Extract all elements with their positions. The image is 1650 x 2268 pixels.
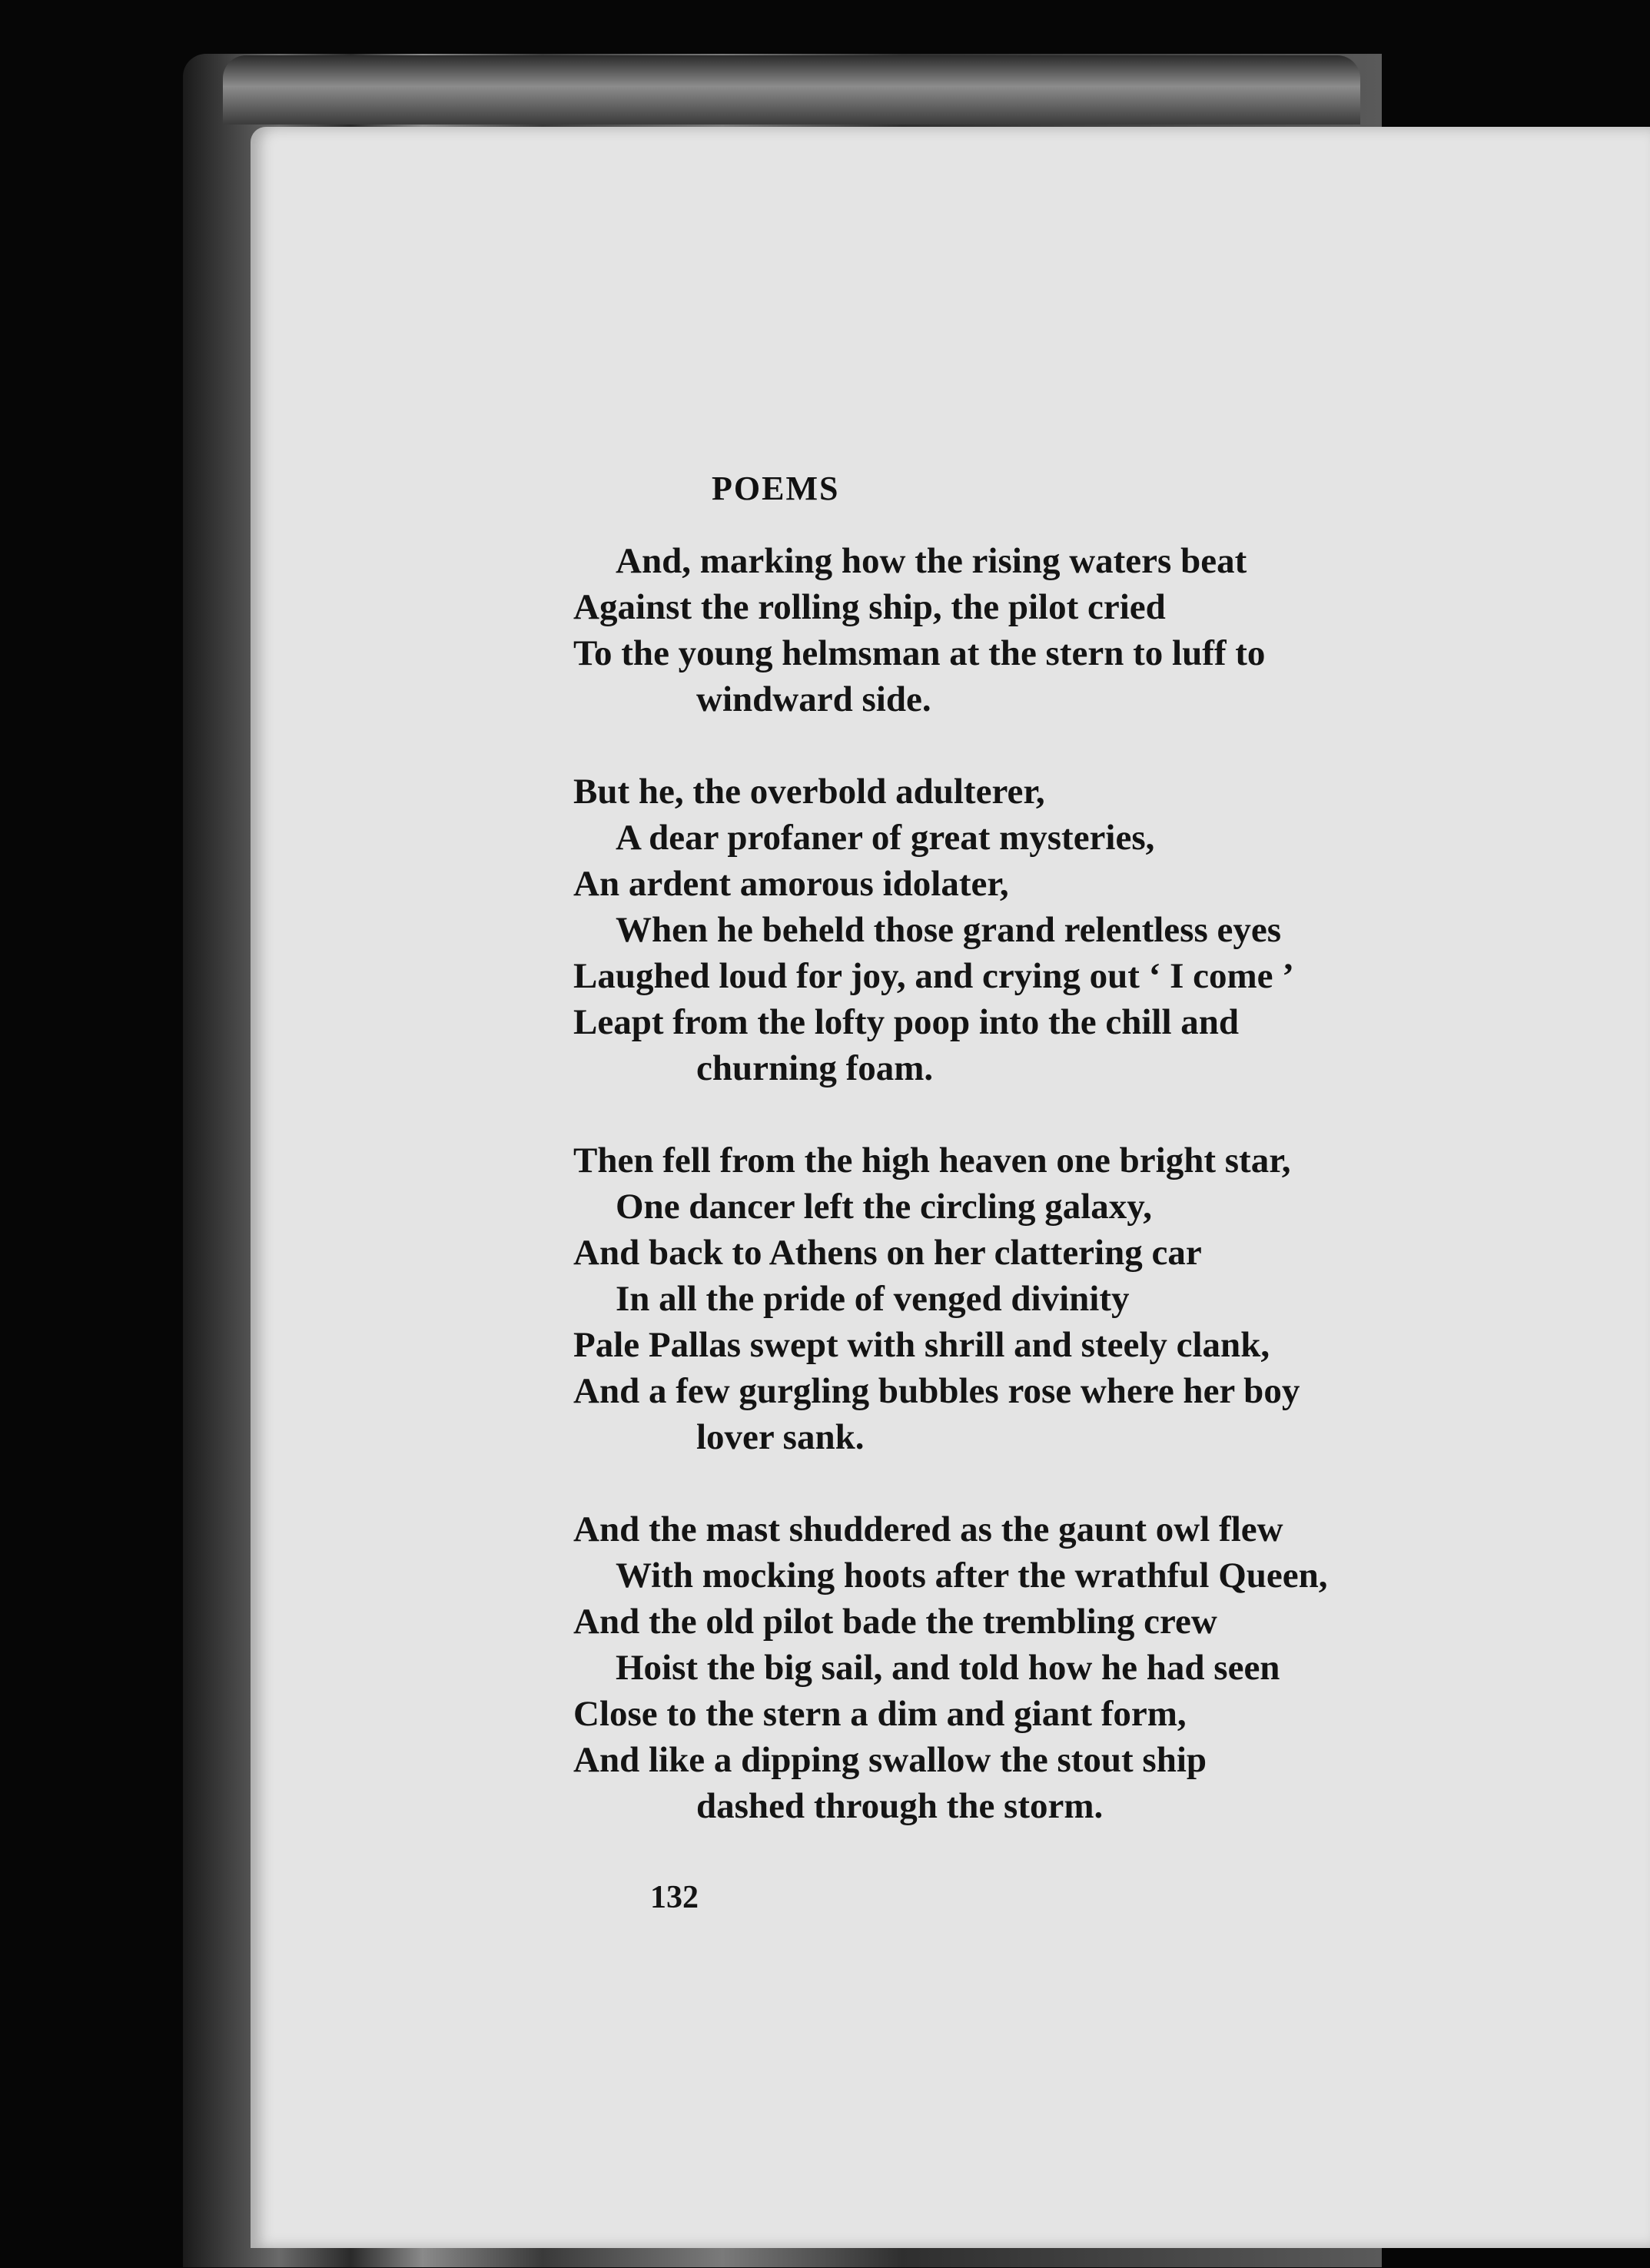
poem-body [573, 538, 1650, 1875]
verse-line: dashed through the storm. [696, 1786, 1104, 1826]
verse-line: When he beheld those grand relentless eyes [616, 910, 1282, 950]
verse-line: And like a dipping swallow the stout ship [573, 1740, 1207, 1780]
verse-line: Laughed loud for joy, and crying out ‘ I come ’ [573, 956, 1294, 996]
page-number: 132 [650, 1880, 699, 1915]
verse-line: With mocking hoots after the wrathful Queen, [616, 1556, 1328, 1596]
verse-line: In all the pride of venged divinity [616, 1279, 1130, 1319]
page-sheet [251, 127, 1650, 2248]
page-top-edge [223, 55, 1360, 125]
verse-line: And a few gurgling bubbles rose where her boy [573, 1371, 1300, 1411]
verse-line: Close to the stern a dim and giant form, [573, 1694, 1187, 1734]
verse-line: And, marking how the rising waters beat [616, 541, 1247, 581]
stanza-3 [573, 1137, 1650, 1460]
running-head: POEMS [712, 470, 840, 507]
verse-line: churning foam. [696, 1048, 934, 1088]
verse-line: Hoist the big sail, and told how he had seen [616, 1648, 1280, 1688]
verse-line: And the old pilot bade the trembling crew [573, 1602, 1217, 1642]
verse-line: Pale Pallas swept with shrill and steely clank, [573, 1325, 1270, 1365]
verse-line: One dancer left the circling galaxy, [616, 1187, 1152, 1227]
stanza-4 [573, 1506, 1650, 1829]
verse-line: And back to Athens on her clattering car [573, 1233, 1202, 1273]
verse-line: An ardent amorous idolater, [573, 864, 1009, 904]
verse-line: Leapt from the lofty poop into the chill and [573, 1002, 1240, 1042]
verse-line: To the young helmsman at the stern to luff to [573, 633, 1266, 673]
verse-line: A dear profaner of great mysteries, [616, 818, 1155, 858]
verse-line: Against the rolling ship, the pilot cried [573, 587, 1166, 627]
verse-line: windward side. [696, 679, 931, 719]
verse-line: lover sank. [696, 1417, 865, 1457]
verse-line: But he, the overbold adulterer, [573, 772, 1045, 812]
verse-line: And the mast shuddered as the gaunt owl flew [573, 1509, 1283, 1549]
stanza-1 [573, 538, 1650, 722]
verse-line: Then fell from the high heaven one bright star, [573, 1141, 1291, 1180]
stanza-2 [573, 769, 1650, 1091]
